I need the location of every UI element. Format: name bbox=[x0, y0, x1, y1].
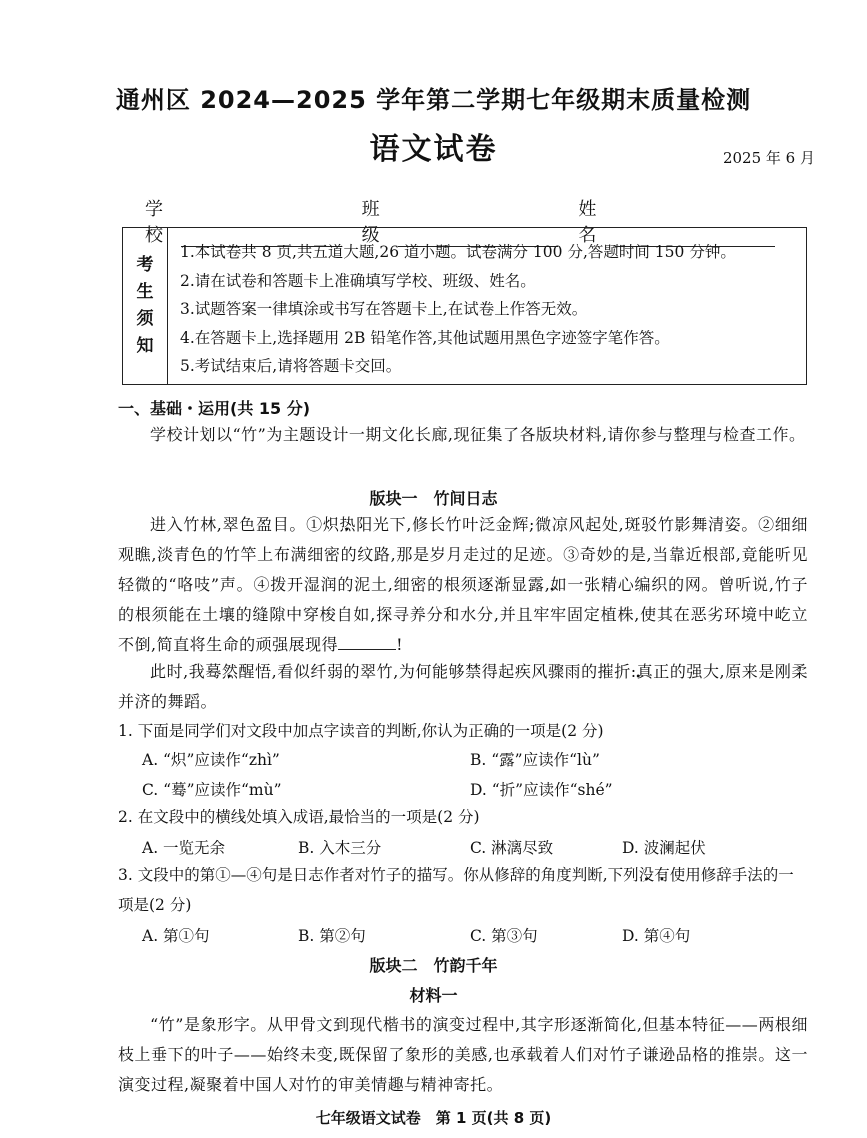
exam-date: 2025 年 6 月 bbox=[722, 149, 815, 167]
name-label: 姓名 bbox=[578, 199, 597, 246]
exam-subtitle: 语文试卷 bbox=[369, 132, 498, 167]
q2-option-d[interactable]: D. 波澜起伏 bbox=[622, 839, 706, 857]
notice-side-label bbox=[123, 228, 168, 384]
text-run: 此时,我 bbox=[150, 662, 206, 681]
q3-option-b[interactable]: B. 第②句 bbox=[298, 927, 366, 945]
notice-item: 4.在答题卡上,选择题用 2B 铅笔作答,其他试题用黑色字迹签字笔作答。 bbox=[180, 328, 670, 347]
q1-option-c[interactable]: C. “蓦”应读作“mù” bbox=[142, 781, 282, 799]
block1-paragraph-1 bbox=[118, 510, 808, 660]
notice-item: 1.本试卷共 8 页,共五道大题,26 道小题。试卷满分 100 分,答题时间 150 分钟。 bbox=[180, 243, 736, 261]
dotted-char: 有 bbox=[654, 866, 670, 884]
q2-option-c[interactable]: C. 淋漓尽致 bbox=[470, 839, 554, 857]
text-run: 进入竹林,翠色盈目。① bbox=[150, 515, 323, 534]
exam-notice-box bbox=[122, 227, 807, 385]
notice-side-char: 考 bbox=[136, 255, 154, 275]
text-run: 热阳光下,修长竹叶泛金辉;微凉风起处,斑驳竹影舞清姿。②细细观瞧,淡青色的竹竿上布满细密的纹路,那是岁月走过的足迹。③奇妙的是,当靠近根部,竟能听见轻微的“咯吱”声。④拨开湿润的泥土,细密的根须逐渐显 bbox=[118, 515, 808, 594]
section-intro: 学校计划以“竹”为主题设计一期文化长廊,现征集了各版块材料,请你参与整理与检查工作。 bbox=[150, 425, 806, 444]
q1-option-b[interactable]: B. “露”应读作“lù” bbox=[470, 751, 600, 769]
material1-title: 材料一 bbox=[409, 986, 458, 1005]
block1-paragraph-2 bbox=[118, 657, 808, 717]
dotted-char: 没 bbox=[638, 866, 655, 884]
q1-option-d[interactable]: D. “折”应读作“shé” bbox=[470, 781, 613, 799]
question-2: 2. 在文段中的横线处填入成语,最恰当的一项是(2 分) bbox=[118, 808, 480, 826]
school-label: 学校 bbox=[145, 199, 163, 246]
text-run: 3. 文段中的第①—④句是日志作者对竹子的描写。你从修辞的角度判断,下列 bbox=[118, 866, 639, 884]
material1-paragraph: “竹”是象形字。从甲骨文到现代楷书的演变过程中,其字形逐渐简化,但基本特征——两根细枝上垂下的叶子——始终未变,既保留了象形的美感,也承载着人们对竹子谦逊品格的推崇。这一演变过程,凝聚着中国人对竹的审美情趣与精神寄托。 bbox=[118, 1015, 808, 1094]
q2-option-b[interactable]: B. 入木三分 bbox=[298, 839, 382, 857]
block1-title: 版块一 竹间日志 bbox=[369, 489, 498, 508]
notice-item: 2.请在试卷和答题卡上准确填写学校、班级、姓名。 bbox=[180, 271, 536, 290]
text-run: ! bbox=[396, 635, 404, 654]
q1-option-a[interactable]: A. “炽”应读作“zhì” bbox=[142, 751, 280, 769]
section-heading: 一、基础・运用(共 15 分) bbox=[118, 399, 311, 418]
text-run: 然醒悟,看似纤弱的翠竹,为何能够禁得起疾风骤雨的摧 bbox=[221, 662, 615, 681]
notice-side-char: 须 bbox=[136, 309, 154, 329]
text-run: 使用修辞手法的一项是(2 分) bbox=[118, 866, 794, 914]
notice-list bbox=[168, 228, 746, 384]
notice-item: 5.考试结束后,请将答题卡交回。 bbox=[180, 357, 402, 375]
q3-option-a[interactable]: A. 第①句 bbox=[142, 927, 210, 945]
dotted-char: 炽 bbox=[322, 515, 340, 534]
notice-side-char: 知 bbox=[136, 336, 154, 356]
fill-blank[interactable] bbox=[338, 633, 396, 650]
dotted-char: 露 bbox=[527, 575, 545, 594]
q3-option-d[interactable]: D. 第④句 bbox=[622, 927, 691, 945]
page-footer: 七年级语文试卷 第 1 页(共 8 页) bbox=[315, 1109, 552, 1127]
block2-title: 版块二 竹韵千年 bbox=[369, 956, 498, 975]
dotted-char: 折 bbox=[614, 662, 631, 681]
notice-side-char: 生 bbox=[136, 282, 154, 302]
question-1: 1. 下面是同学们对文段中加点字读音的判断,你认为正确的一项是(2 分) bbox=[118, 722, 604, 740]
text-run: :真正的强大,原来是刚柔并济的舞蹈。 bbox=[118, 662, 808, 711]
text-run: ,如一张精心编织的网。曾听说,竹子的根须能在土壤的缝隙中穿梭自如,探寻养分和水分,并且牢牢固定植株,使其在恶劣环境中屹立不倒,简直将生命的顽强展现得 bbox=[118, 575, 808, 654]
q3-option-c[interactable]: C. 第③句 bbox=[470, 927, 538, 945]
notice-item: 3.试题答案一律填涂或书写在答题卡上,在试卷上作答无效。 bbox=[180, 300, 588, 318]
question-3 bbox=[118, 860, 808, 920]
dotted-char: 蓦 bbox=[205, 662, 222, 681]
exam-title: 通州区 2024—2025 学年第二学期七年级期末质量检测 bbox=[115, 86, 752, 114]
q2-option-a[interactable]: A. 一览无余 bbox=[142, 839, 226, 857]
class-label: 班级 bbox=[361, 199, 380, 246]
